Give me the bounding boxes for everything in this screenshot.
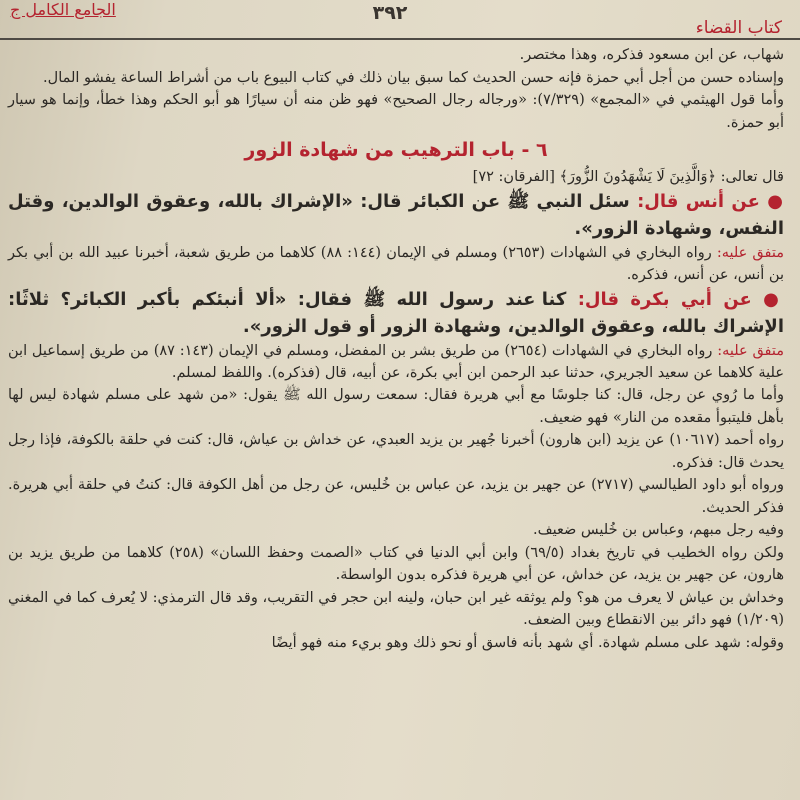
section-heading: ٦ - باب الترهيب من شهادة الزور (244, 139, 548, 161)
takhrij-note (8, 242, 784, 286)
chapter-title: كتاب القضاء (695, 18, 782, 38)
page-body (8, 44, 784, 654)
hadith (8, 286, 784, 340)
paragraph: شهاب، عن ابن مسعود فذكره، وهذا مختصر. (519, 47, 784, 63)
bullet-icon: ● (759, 191, 784, 212)
hadith-narrator: عن أبي بكرة قال: (577, 289, 752, 310)
paragraph: ولكن رواه الخطيب في تاريخ بغداد (٦٩/٥) وابن أبي الدنيا في كتاب «الصمت وحفظ اللسان» (٢٥٨) كلاهما من طريق يزيد بن هارون، عن جهير بن يزيد، عن خداش، عن أبي هريرة فذكره بدون الواسطة. (8, 544, 785, 583)
bullet-icon: ● (751, 289, 784, 310)
hadith-text: سئل النبي ﷺ عن الكبائر قال: «الإشراك بالله، وعقوق الوالدين، وقتل النفس، وشهادة الزور». (8, 191, 784, 239)
note-text: رواه البخاري في الشهادات (٢٦٥٤) من طريق بشر بن المفضل، ومسلم في الإيمان (١٤٣: ٨٧) من طريق إسماعيل ابن علية كلاهما عن سعيد الجريري، حدثنا عبد الرحمن ابن أبي بكرة، عن أبيه، قال (فذكره). واللفظ لمسلم. (8, 343, 784, 381)
hadith-narrator: عن أنس قال: (637, 191, 760, 212)
paragraph: وأما ما رُوي عن رجل، قال: كنا جلوسًا مع أبي هريرة فقال: سمعت رسول الله ﷺ يقول: «من شهد على مسلم شهادة ليس لها بأهل فليتبوأ مقعده من النار» فهو ضعيف. (8, 387, 784, 426)
paragraph: وأما قول الهيثمي في «المجمع» (٧/٣٢٩): «ورجاله رجال الصحيح» فهو ظن منه أن سيارًا هو أبو الحكم وهذا خطأ، وإنما هو سيار أبو حمزة. (8, 92, 784, 131)
header-divider (0, 38, 800, 40)
paragraph: وخداش بن عياش لا يعرف من هو؟ ولم يوثقه غير ابن حبان، ولينه ابن حجر في التقريب، وقد قال الترمذي: لا يُعرف كما في المغني (١/٢٠٩) فهو دائر بين الانقطاع وبين الضعف. (8, 589, 784, 628)
page-header (0, 0, 800, 38)
paragraph: رواه أحمد (١٠٦١٧) عن يزيد (ابن هارون) أخبرنا جُهير بن يزيد العبدي، عن خداش بن عياش، قال: كنت في حلقة بالكوفة، فإذا رجل يحدث قال: فذكره. (8, 432, 784, 471)
paragraph: وقوله: شهد على مسلم شهادة. أي شهد بأنه فاسق أو نحو ذلك وهو بريء منه فهو أيضًا (271, 634, 784, 651)
book-title: الجامع الكامل ج (10, 0, 116, 19)
hadith-text: كنا عند رسول الله ﷺ فقال: «ألا أنبئكم بأكبر الكبائر؟ ثلاثًا: الإشراك بالله، وعقوق الوالدين، وشهادة الزور أو قول الزور». (8, 289, 784, 337)
grading-label: متفق عليه: (716, 245, 785, 261)
page-number: ٣٩٢ (372, 2, 408, 24)
paragraph: وفيه رجل مبهم، وعباس بن خُليس ضعيف. (533, 522, 784, 538)
paragraph: ورواه أبو داود الطيالسي (٢٧١٧) عن جهير بن يزيد، عن عباس بن خُليس، عن رجل من أهل الكوفة قال: كنتُ في حلقة أبي هريرة. فذكر الحديث. (8, 477, 784, 516)
hadith (8, 188, 784, 242)
takhrij-note (8, 340, 784, 384)
grading-label: متفق عليه: (717, 343, 785, 359)
paragraph: وإسناده حسن من أجل أبي حمزة فإنه حسن الحديث كما سبق بيان ذلك في كتاب البيوع باب من أشراط الساعة يفشو المال. (43, 69, 784, 86)
quran-verse: قال تعالى: ﴿وَالَّذِينَ لَا يَشْهَدُونَ الزُّورَ﴾ [الفرقان: ٧٢] (472, 169, 784, 185)
note-text: رواه البخاري في الشهادات (٢٦٥٣) ومسلم في الإيمان (١٤٤: ٨٨) كلاهما من طريق شعبة، أخبرنا عبيد الله بن أبي بكر بن أنس، عن أنس، فذكره. (8, 245, 784, 283)
